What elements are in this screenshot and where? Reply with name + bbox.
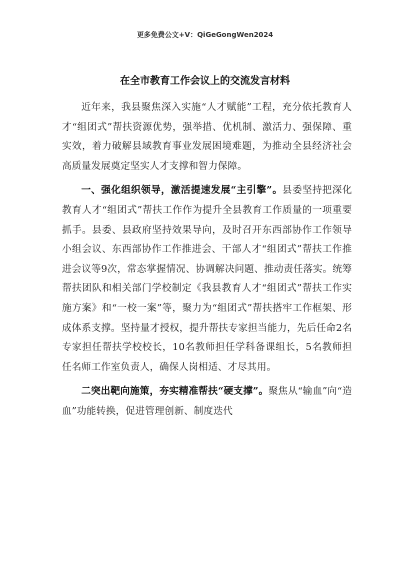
header-note: 更多免费公文+V：QiGeGongWen2024 [136, 31, 274, 39]
section-2-heading: 二突出靶向施策，夯实精准帮扶“硬支撑”。 [81, 386, 269, 398]
section-1-heading: 一、强化组织领导，激活提速发展“主引擎”。 [81, 185, 283, 197]
section-2-text: 聚焦从“输血”向“造血”功能转换，促进管理创新、制度迭代 [62, 386, 352, 417]
intro-paragraph: 近年来，我县聚焦深入实施“人才赋能”工程，充分依托教育人才“组团式”帮扶资源优势，强举措、优机制、激活力、强保障、重实效，着力破解县域教育事业发展困境难题，为推动全县经济社会高质量发展奠定坚实人才支撑和智力保障。 [62, 102, 352, 172]
section-1-text: 县委坚持把深化教育人才“组团式”帮扶工作作为提升全县教育工作质量的一项重要抓手。县委、县政府坚持效果导向，及时召开东西部协作工作领导小组会议、东西部协作工作推进会、干部人才“组团式”帮扶工作推进会议等9次，常态掌握情况、协调解决问题、推动责任落实。统筹帮扶团队和相关部门学校制定《我县教育人才“组团式”帮扶工作实施方案》和“一校一案”等，聚力为“组团式”帮扶搭牢工作框架、形成体系支撑。坚持量才授权，提升帮扶专家担当能力，先后任命2名专家担任帮扶学校校长，10名教师担任学科备课组长，5名教师担任名师工作室负责人，确保人岗相适、才尽其用。 [62, 185, 352, 373]
document-title: 在全市教育工作会议上的交流发言材料 [120, 76, 290, 87]
document-body [62, 98, 352, 422]
section-2-paragraph [62, 382, 352, 421]
section-1-paragraph [62, 181, 352, 377]
